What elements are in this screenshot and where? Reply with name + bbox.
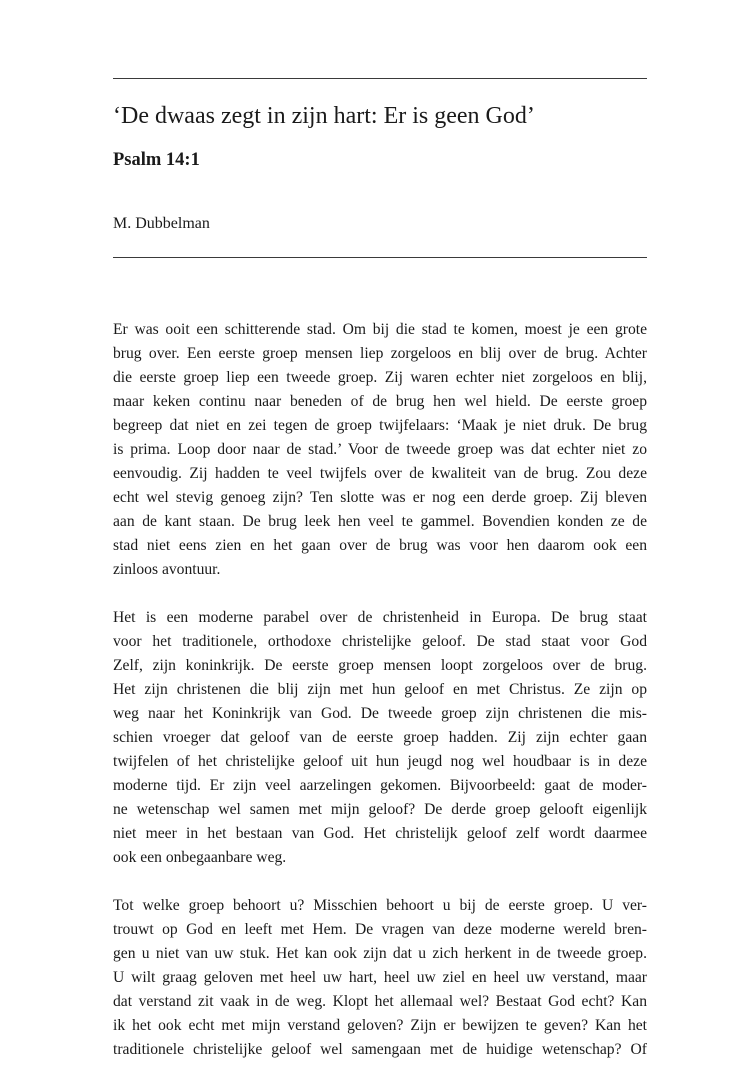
text-line: twijfelen of het christelijke geloof uit hun jeugd nog wel houdbaar is in deze [113,753,647,770]
text-line: gen u niet van uw stuk. Het kan ook zijn dat u zich herkent in de tweede groep. [113,945,647,962]
text-line: begreep dat niet en zei tegen de groep twijfelaars: ‘Maak je niet druk. De brug [113,417,647,434]
text-line: dat verstand zit vaak in de weg. Klopt het allemaal wel? Bestaat God echt? Kan [113,993,647,1010]
text-line: traditionele christelijke geloof wel samengaan met de huidige wetenschap? Of [113,1041,647,1058]
text-line: die eerste groep liep een tweede groep. Zij waren echter niet zorgeloos en blij, [113,369,647,386]
text-line: voor het traditionele, orthodoxe christelijke geloof. De stad staat voor God [113,633,647,650]
paragraph [113,318,647,582]
text-line: zinloos avontuur. [113,561,221,578]
text-line: is prima. Loop door naar de stad.’ Voor de tweede groep was dat echter niet zo [113,441,647,458]
text-line: U wilt graag geloven met heel uw hart, heel uw ziel en heel uw verstand, maar [113,969,647,986]
text-line: trouwt op God en leeft met Hem. De vragen van deze moderne wereld bren- [113,921,647,938]
text-line: stad niet eens zien en het gaan over de brug was voor hen daarom ook een [113,537,647,554]
text-line: maar keken continu naar beneden of de brug hen wel hield. De eerste groep [113,393,647,410]
text-line: ne wetenschap wel samen met mijn geloof? De derde groep gelooft eigenlijk [113,801,647,818]
top-rule [113,78,647,79]
text-line: Het is een moderne parabel over de christenheid in Europa. De brug staat [113,609,647,626]
text-line: Het zijn christenen die blij zijn met hun geloof en met Christus. Ze zijn op [113,681,647,698]
chapter-subtitle: Psalm 14:1 [113,150,200,170]
text-line: ik het ook echt met mijn verstand geloven? Zijn er bewijzen te geven? Kan het [113,1017,647,1034]
text-line: moderne tijd. Er zijn veel aarzelingen gekomen. Bijvoorbeeld: gaat de moder- [113,777,647,794]
text-line: aan de kant staan. De brug leek hen veel te gammel. Bovendien konden ze de [113,513,647,530]
text-line: ook een onbegaanbare weg. [113,849,287,866]
paragraph [113,606,647,870]
text-line: echt wel stevig genoeg zijn? Ten slotte was er nog een derde groep. Zij bleven [113,489,647,506]
text-line: schien vroeger dat geloof van de eerste groep hadden. Zij zijn echter gaan [113,729,647,746]
author-name: M. Dubbelman [113,215,210,232]
text-line: Er was ooit een schitterende stad. Om bij die stad te komen, moest je een grote [113,321,647,338]
body-text [113,318,647,1086]
text-line: brug over. Een eerste groep mensen liep zorgeloos en blij over de brug. Achter [113,345,647,362]
text-line: eenvoudig. Zij hadden te veel twijfels over de kwaliteit van de brug. Zou deze [113,465,647,482]
bottom-rule [113,257,647,258]
text-line: Zelf, zijn koninkrijk. De eerste groep mensen loopt zorgeloos over de brug. [113,657,647,674]
text-line: niet meer in het bestaan van God. Het christelijk geloof zelf wordt daarmee [113,825,647,842]
paragraph [113,894,647,1062]
text-line: weg naar het Koninkrijk van God. De tweede groep zijn christenen die mis- [113,705,647,722]
text-line: Tot welke groep behoort u? Misschien behoort u bij de eerste groep. U ver- [113,897,647,914]
chapter-title: ‘De dwaas zegt in zijn hart: Er is geen God’ [113,103,535,129]
